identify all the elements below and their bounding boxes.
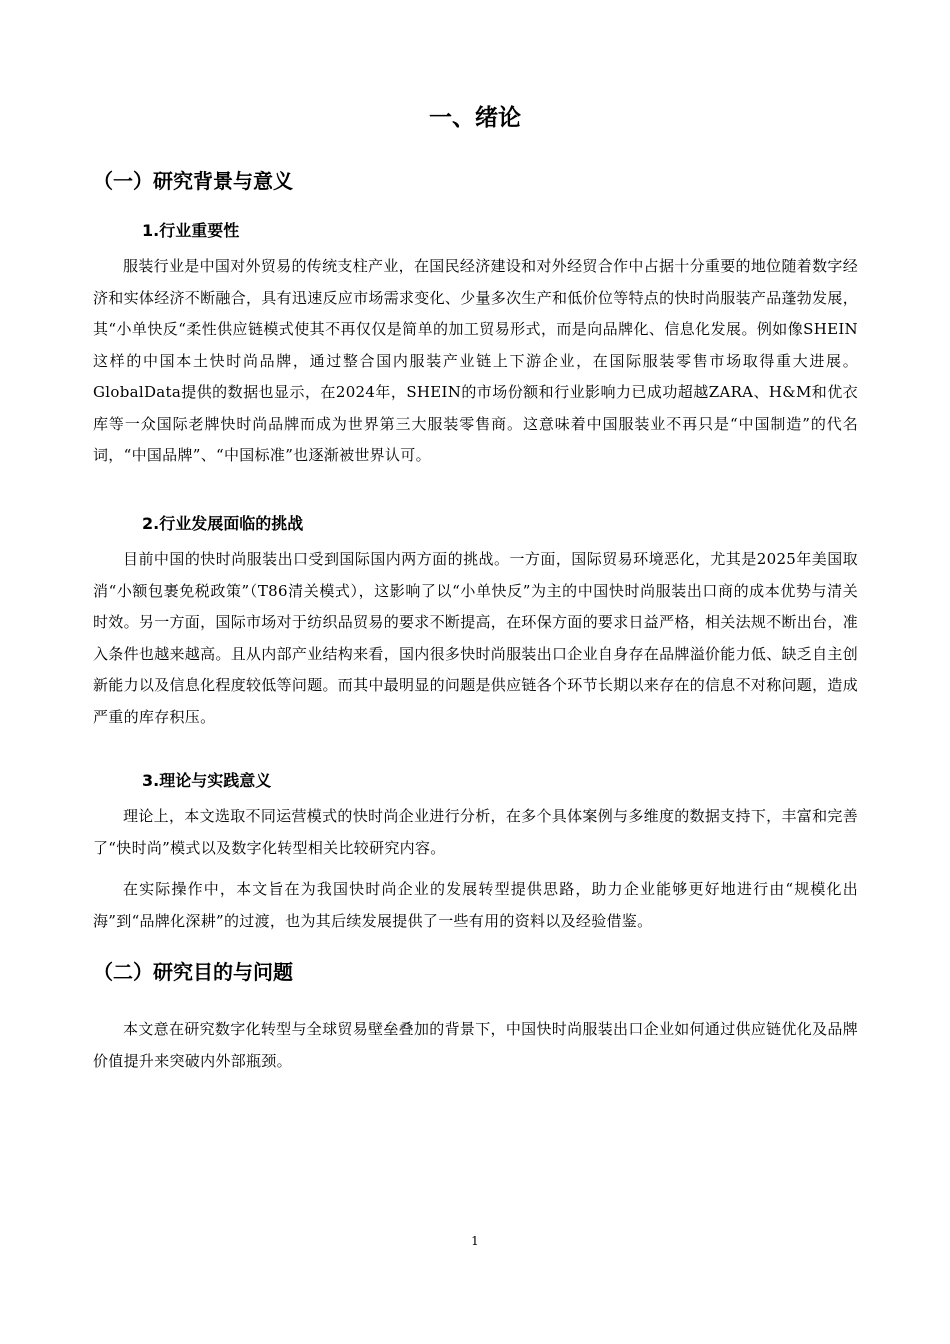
page-number: 1 — [471, 1234, 479, 1248]
subsection-heading-importance: 1.行业重要性 — [142, 221, 240, 240]
chapter-title: 一、绪论 — [429, 105, 521, 131]
paragraph-purpose: 本文意在研究数字化转型与全球贸易壁垒叠加的背景下，中国快时尚服装出口企业如何通过供应链优化及品牌价值提升来突破内外部瓶颈。 — [93, 1020, 858, 1070]
subsection-heading-significance: 3.理论与实践意义 — [142, 771, 272, 790]
paragraph-challenges: 目前中国的快时尚服装出口受到国际国内两方面的挑战。一方面，国际贸易环境恶化，尤其是2025年美国取消“小额包裹免税政策”（T86清关模式），这影响了以“小单快反”为主的中国快时尚服装出口商的成本优势与清关时效。另一方面，国际市场对于纺织品贸易的要求不断提高，在环保方面的要求日益严格，相关法规不断出台，准入条件也越来越高。且从内部产业结构来看，国内很多快时尚服装出口企业自身存在品牌溢价能力低、缺乏自主创新能力以及信息化程度较低等问题。而其中最明显的问题是供应链各个环节长期以来存在的信息不对称问题，造成严重的库存积压。 — [93, 550, 859, 726]
section-heading-background: （一）研究背景与意义 — [93, 169, 293, 193]
subsection-heading-challenges: 2.行业发展面临的挑战 — [142, 514, 304, 533]
paragraph-importance: 服装行业是中国对外贸易的传统支柱产业，在国民经济建设和对外经贸合作中占据十分重要的地位随着数字经济和实体经济不断融合，具有迅速反应市场需求变化、少量多次生产和低价位等特点的快时尚服装产品蓬勃发展，其“小单快反“柔性供应链模式使其不再仅仅是简单的加工贸易形式，而是向品牌化、信息化发展。例如像SHEIN这样的中国本土快时尚品牌，通过整合国内服装产业链上下游企业，在国际服装零售市场取得重大进展。GlobalData提供的数据也显示，在2024年，SHEIN的市场份额和行业影响力已成功超越ZARA、H&M和优衣库等一众国际老牌快时尚品牌而成为世界第三大服装零售商。这意味着中国服装业不再只是“中国制造”的代名词，“中国品牌”、“中国标准”也逐渐被世界认可。 — [93, 257, 859, 464]
paragraph-practice: 在实际操作中，本文旨在为我国快时尚企业的发展转型提供思路，助力企业能够更好地进行由“规模化出海”到“品牌化深耕”的过渡，也为其后续发展提供了一些有用的资料以及经验借鉴。 — [93, 880, 858, 930]
section-heading-purpose: （二）研究目的与问题 — [93, 960, 293, 984]
paragraph-theory: 理论上，本文选取不同运营模式的快时尚企业进行分析，在多个具体案例与多维度的数据支持下，丰富和完善了“快时尚”模式以及数字化转型相关比较研究内容。 — [93, 807, 858, 857]
